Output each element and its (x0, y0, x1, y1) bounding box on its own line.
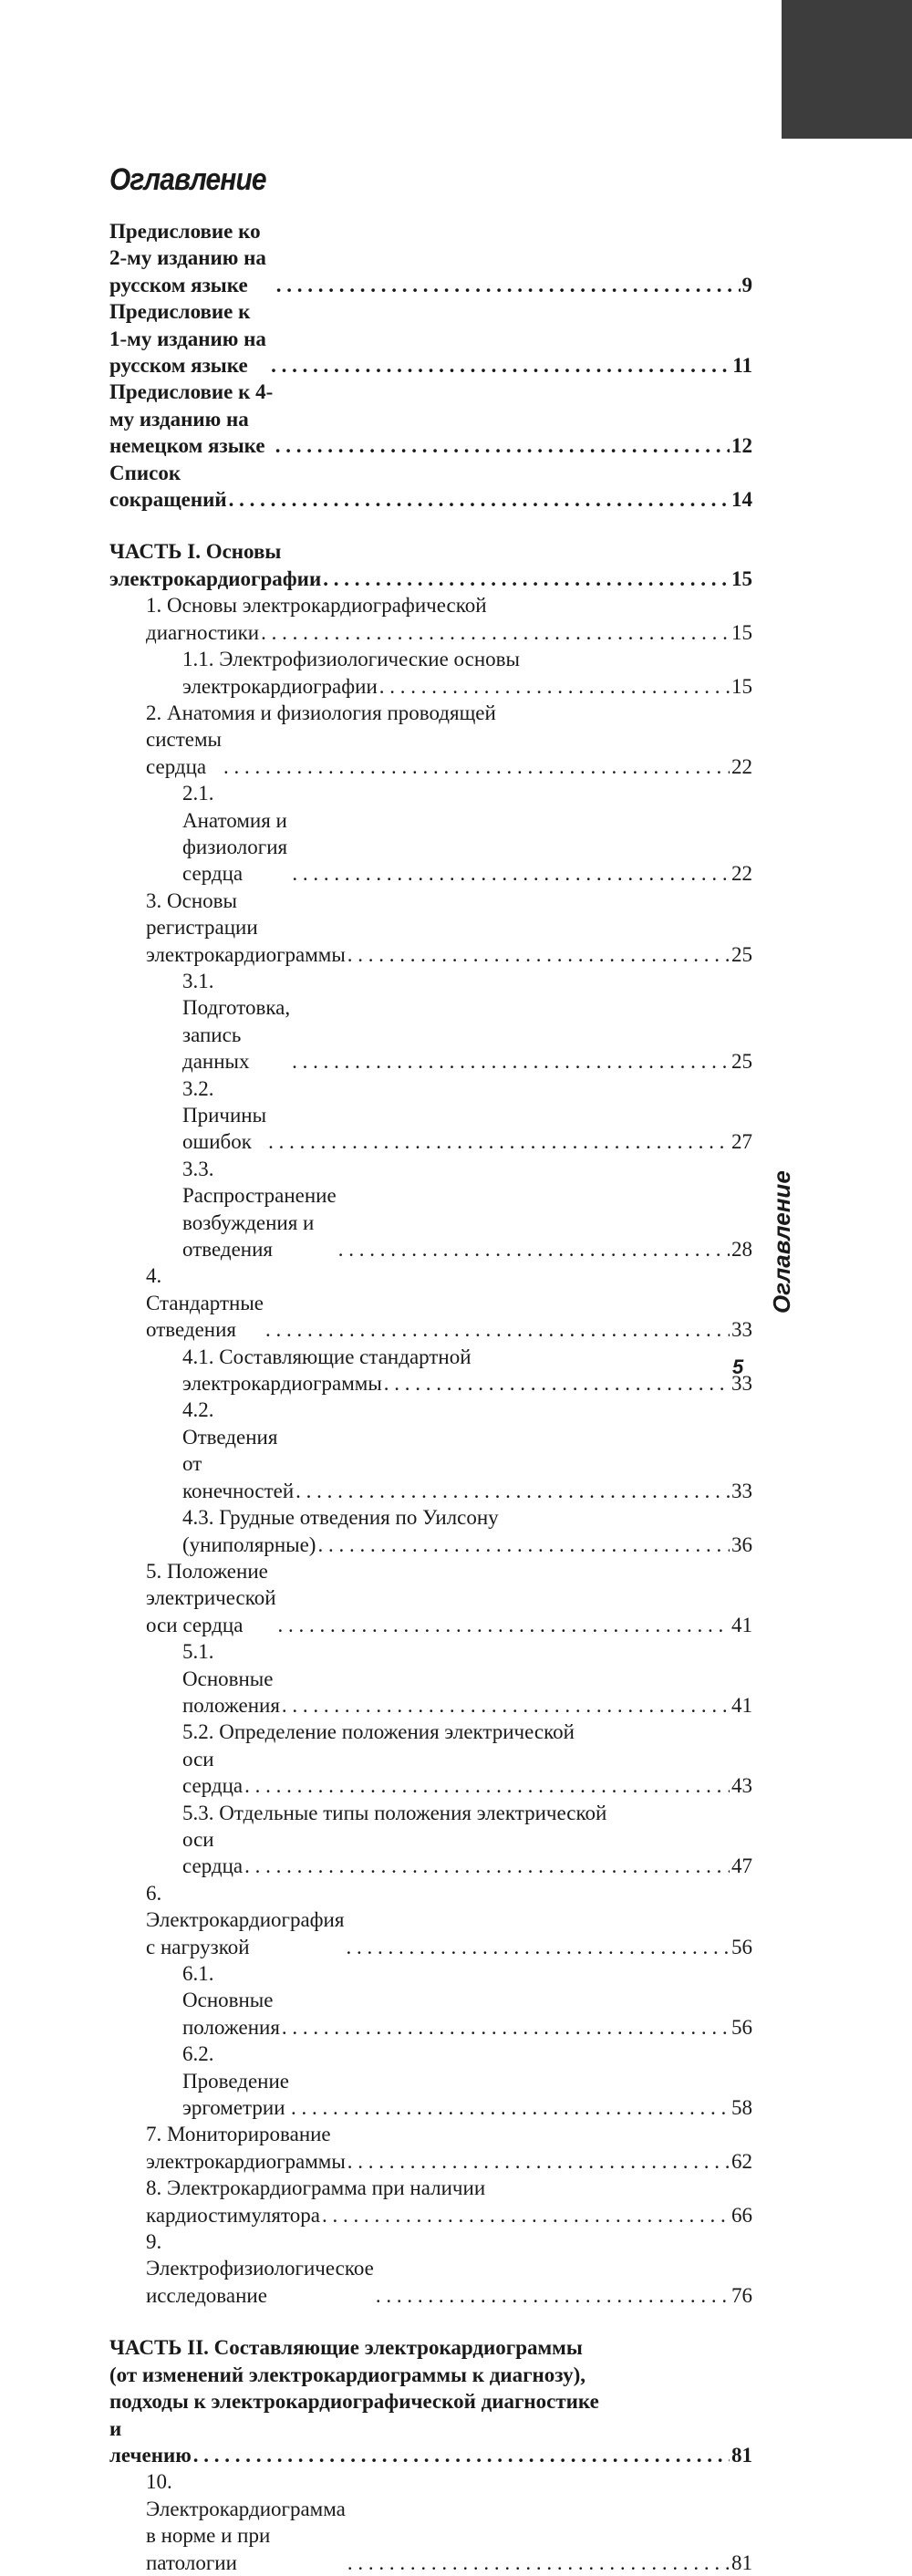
toc-entry-chapter-6[interactable] (109, 1880, 752, 1960)
toc-entry-part-2-line3[interactable]: подходы к электрокардиографической диагностике (109, 2390, 599, 2414)
dot-leader (347, 2550, 730, 2576)
toc-entry-page: 43 (731, 1774, 752, 1798)
toc-entry-chapter-9[interactable] (109, 2228, 752, 2309)
toc-entry-page: 33 (731, 1479, 752, 1502)
toc-entry-chapter-1-line1[interactable]: 1. Основы электрокардиографической (146, 594, 487, 618)
toc-entry-abbreviations[interactable] (109, 460, 752, 514)
toc-entry-label: Предисловие к 4-му изданию на немецком языке (109, 380, 274, 458)
toc-entry-page: 22 (731, 754, 752, 778)
toc-entry-label: Список сокращений (109, 461, 227, 512)
toc-entry-preface-1st-ru[interactable] (109, 298, 752, 379)
dot-leader (193, 2442, 730, 2468)
toc-entry-label: 2.1. Анатомия и физиология сердца (182, 782, 288, 886)
dot-leader (291, 2094, 730, 2121)
toc-entry-label: 3.2. Причины ошибок (182, 1076, 267, 1154)
toc-entry-page: 36 (731, 1532, 752, 1556)
dot-leader (265, 1316, 730, 1343)
dot-leader (244, 1772, 730, 1799)
toc-entry-section-1-1[interactable] (109, 673, 752, 700)
toc-entry-section-4-2[interactable] (109, 1397, 752, 1504)
toc-entry-chapter-2[interactable] (109, 726, 752, 780)
section-gap (109, 513, 752, 538)
dot-leader (322, 2202, 730, 2228)
toc-entry-page: 58 (731, 2096, 752, 2120)
dot-leader (317, 1532, 730, 1558)
toc-entry-label: оси сердца (182, 1827, 244, 1878)
dot-leader (223, 753, 730, 780)
toc-entry-section-3-1[interactable] (109, 968, 752, 1075)
toc-entry-label: 3.3. Распространение возбуждения и отведения (182, 1157, 337, 1262)
toc-entry-section-2-1[interactable] (109, 780, 752, 888)
dot-leader (376, 2282, 730, 2309)
toc-entry-label: электрокардиографии (182, 674, 378, 698)
toc-entry-label: 10. Электрокардиограмма в норме и при патологии (146, 2470, 346, 2574)
toc-entry-label: кардиостимулятора (146, 2203, 320, 2227)
toc-entry-part-1[interactable] (109, 538, 752, 592)
dot-leader (379, 673, 730, 700)
toc-entry-page: 33 (731, 1318, 752, 1342)
table-of-contents (109, 218, 752, 2576)
dot-leader (261, 619, 730, 646)
dot-leader (268, 1128, 730, 1155)
toc-entry-chapter-10[interactable] (109, 2468, 752, 2576)
toc-entry-page: 14 (731, 488, 752, 512)
toc-entry-label: 6.1. Основные положения (182, 1962, 280, 2039)
toc-entry-section-6-1[interactable] (109, 1960, 752, 2041)
dot-leader (282, 1692, 730, 1719)
toc-entry-page: 15 (731, 620, 752, 644)
side-running-header: Оглавление (768, 1170, 795, 1314)
toc-entry-page: 25 (731, 942, 752, 966)
toc-entry-label: 7. Мониторирование электрокардиограммы (146, 2123, 346, 2173)
toc-entry-label: 4.2. Отведения от конечностей (182, 1398, 295, 1502)
dot-leader (244, 1853, 730, 1879)
toc-entry-page: 12 (731, 434, 752, 458)
dot-leader (338, 1236, 730, 1262)
toc-entry-label: 4. Стандартные отведения (146, 1264, 264, 1342)
dot-leader (347, 2148, 730, 2175)
toc-entry-page: 25 (731, 1050, 752, 1074)
toc-entry-section-3-3[interactable] (109, 1156, 752, 1263)
dot-leader (276, 272, 741, 298)
toc-entry-section-5-1[interactable] (109, 1638, 752, 1719)
toc-entry-page: 81 (731, 2550, 752, 2574)
toc-entry-chapter-1[interactable] (109, 619, 752, 646)
toc-entry-page: 27 (731, 1130, 752, 1154)
toc-entry-page: 66 (731, 2203, 752, 2227)
corner-tab-decoration (782, 0, 912, 139)
dot-leader (282, 2014, 730, 2041)
toc-entry-label: Предисловие ко 2-му изданию на русском языке (109, 220, 266, 296)
toc-entry-label: оси сердца (182, 1747, 244, 1798)
toc-entry-page: 41 (731, 1613, 752, 1636)
toc-entry-part-2-line1[interactable]: ЧАСТЬ II. Составляющие электрокардиограммы (109, 2336, 583, 2360)
toc-entry-section-5-3[interactable] (109, 1826, 752, 1880)
toc-entry-section-5-3-line1[interactable]: 5.3. Отдельные типы положения электрической (182, 1801, 607, 1824)
toc-entry-section-3-2[interactable] (109, 1075, 752, 1156)
toc-entry-label: 5. Положение электрической оси сердца (146, 1559, 276, 1636)
toc-entry-section-4-3[interactable] (109, 1532, 752, 1558)
toc-entry-section-4-3-line1[interactable]: 4.3. Грудные отведения по Уилсону (182, 1506, 499, 1530)
dot-leader (292, 860, 730, 887)
dot-leader (229, 486, 730, 513)
toc-entry-label: 3.1. Подготовка, запись данных (182, 969, 291, 1074)
toc-entry-section-4-1-line1[interactable]: 4.1. Составляющие стандартной (182, 1345, 472, 1368)
toc-entry-chapter-7[interactable] (109, 2121, 752, 2175)
dot-leader (278, 1612, 730, 1638)
page-number: 5 (732, 1356, 744, 1378)
toc-entry-page: 9 (741, 273, 752, 296)
toc-entry-page: 41 (731, 1693, 752, 1717)
toc-entry-label: 6. Электрокардиография с нагрузкой (146, 1881, 345, 1958)
toc-entry-label: 9. Электрофизиологическое исследование (146, 2230, 374, 2307)
toc-entry-page: 15 (731, 566, 752, 590)
dot-leader (347, 941, 730, 968)
toc-entry-page: 11 (732, 354, 752, 378)
dot-leader (295, 1478, 730, 1504)
dot-leader (323, 566, 730, 592)
dot-leader (275, 432, 730, 459)
toc-entry-page: 76 (731, 2283, 752, 2307)
toc-entry-part-2-line2[interactable]: (от изменений электрокардиограммы к диагнозу), (109, 2363, 586, 2386)
dot-leader (271, 352, 731, 379)
toc-entry-label: 5.1. Основные положения (182, 1640, 280, 1717)
toc-entry-label: системы сердца (146, 728, 222, 778)
toc-entry-preface-2nd-ru[interactable] (109, 218, 752, 298)
toc-entry-label: электрокардиограммы (182, 1372, 382, 1396)
toc-entry-label: 3. Основы регистрации электрокардиограммы (146, 888, 346, 966)
toc-entry-preface-4th-de[interactable] (109, 379, 752, 459)
toc-entry-section-1-1-line1[interactable]: 1.1. Электрофизиологические основы (182, 648, 520, 671)
toc-entry-label: диагностики (146, 620, 260, 644)
toc-entry-section-5-2[interactable] (109, 1746, 752, 1800)
toc-entry-label: и лечению (109, 2416, 192, 2467)
dot-leader (292, 1048, 730, 1075)
toc-entry-chapter-2-line1[interactable]: 2. Анатомия и физиология проводящей (146, 701, 496, 724)
toc-entry-page: 28 (731, 1238, 752, 1262)
toc-entry-page: 47 (731, 1854, 752, 1878)
toc-entry-chapter-4[interactable] (109, 1262, 752, 1343)
toc-entry-label: ЧАСТЬ I. Основы электрокардиографии (109, 540, 322, 590)
toc-entry-part-2[interactable] (109, 2415, 752, 2469)
toc-entry-page: 33 (731, 1372, 752, 1396)
dot-leader (384, 1370, 730, 1397)
toc-entry-label: Предисловие к 1-му изданию на русском языке (109, 300, 266, 378)
page-title: Оглавление (109, 162, 266, 197)
toc-entry-page: 15 (731, 674, 752, 698)
section-gap (109, 2309, 752, 2334)
toc-entry-chapter-3[interactable] (109, 888, 752, 968)
toc-entry-section-6-2[interactable] (109, 2041, 752, 2121)
toc-entry-section-5-2-line1[interactable]: 5.2. Определение положения электрической (182, 1720, 575, 1744)
toc-entry-label: (униполярные) (182, 1532, 316, 1556)
toc-entry-page: 62 (731, 2149, 752, 2173)
toc-entry-chapter-8[interactable] (109, 2202, 752, 2228)
toc-entry-label: 6.2. Проведение эргометрии (182, 2042, 289, 2120)
toc-entry-chapter-8-line1[interactable]: 8. Электрокардиограмма при наличии (146, 2176, 486, 2200)
toc-entry-page: 22 (731, 862, 752, 886)
toc-entry-section-4-1[interactable] (109, 1370, 752, 1397)
toc-entry-page: 81 (731, 2443, 752, 2467)
toc-entry-page: 56 (731, 1935, 752, 1958)
toc-entry-chapter-5[interactable] (109, 1558, 752, 1638)
dot-leader (346, 1934, 730, 1960)
toc-entry-page: 56 (731, 2015, 752, 2039)
